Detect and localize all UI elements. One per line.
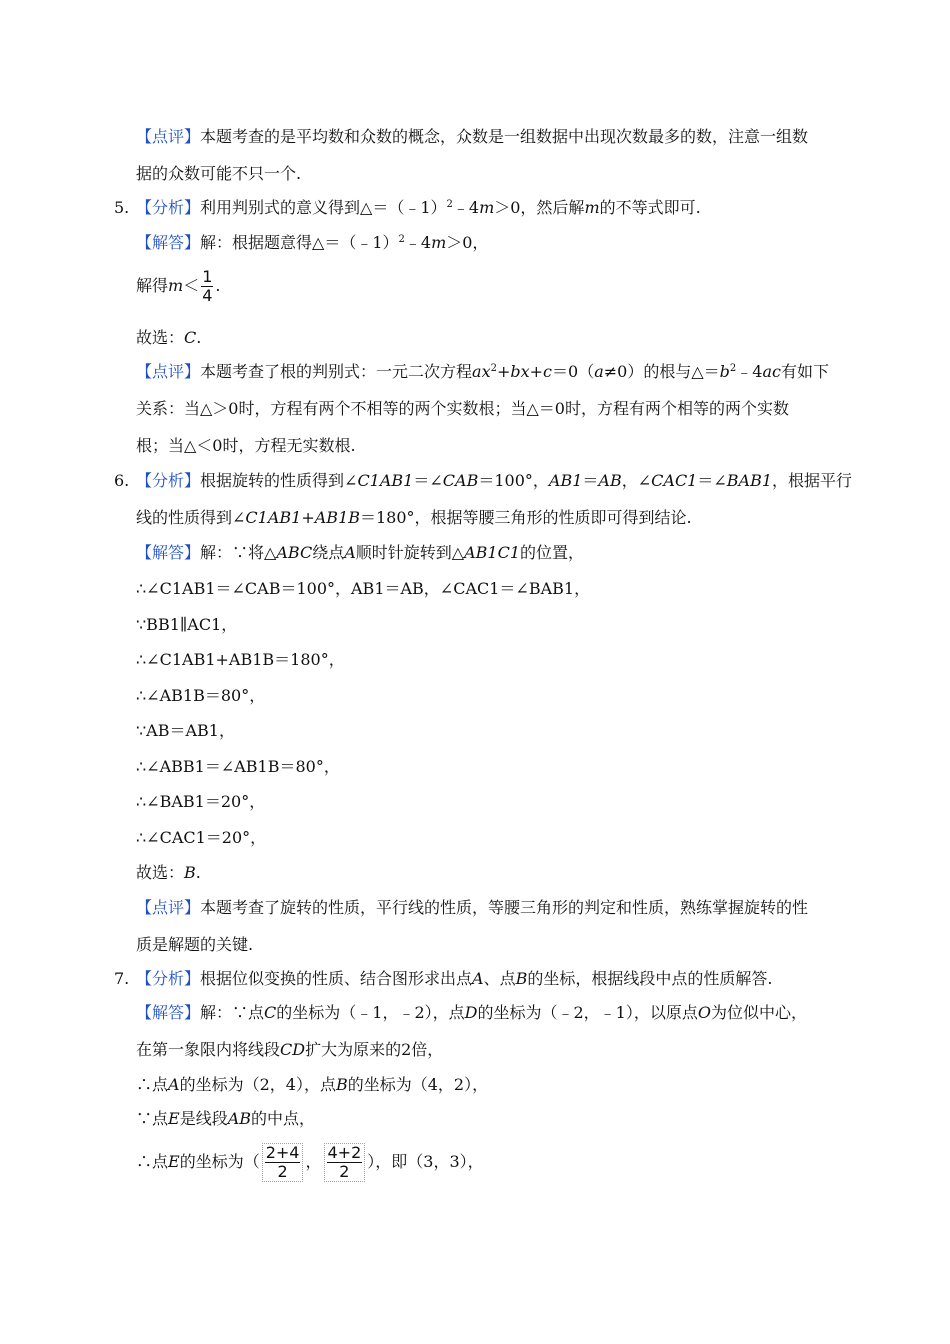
- q6-step-6: ∴∠ABB1＝∠AB1B＝80°，: [136, 757, 340, 776]
- q5-comment-line1: 【点评】本题考查了根的判别式：一元二次方程$ax^2+bx+c=0(a\ne 0)$的根与$\triangle=b^2﹣4ac$有如下: [136, 362, 829, 381]
- q6-step-7: ∴∠BAB1＝20°，: [136, 792, 266, 811]
- q6-step-8: ∴∠CAC1＝20°，: [136, 828, 267, 847]
- q6-comment-line2: 质是解题的关键.: [136, 935, 254, 954]
- q5-comment-line3: 根；当△＜0时，方程无实数根.: [136, 436, 356, 455]
- q7-analysis: 7. 【分析】根据位似变换的性质、结合图形求出点A、点B的坐标，根据线段中点的性质解答.: [114, 969, 773, 988]
- q5-answer: 【解答】解：根据题意得△＝（﹣1）$^2$﹣4m＞0，: [136, 233, 489, 252]
- answer-tag: 【解答】: [136, 233, 201, 252]
- q5-solve: 解得m＜ $\frac{1}{4}$ .: [136, 267, 221, 305]
- analysis-tag: 【分析】: [136, 471, 201, 490]
- q7-answer-line3: ∴点A的坐标为（2，4），点B的坐标为（4，2），: [136, 1075, 489, 1094]
- q4-comment-line1: 【点评】本题考查的是平均数和众数的概念，众数是一组数据中出现次数最多的数，注意一组数: [136, 127, 809, 146]
- q5-analysis: 5. 【分析】利用判别式的意义得到△＝（﹣1）$^2$﹣4m＞0，然后解m的不等式即可.: [114, 198, 701, 217]
- analysis-tag: 【分析】: [136, 198, 201, 217]
- q5-comment-line2: 关系：当△＞0时，方程有两个不相等的两个实数根；当△＝0时，方程有两个相等的两个实数: [136, 399, 789, 418]
- q6-step-1: ∴∠C1AB1＝∠CAB＝100°，AB1＝AB，∠CAC1＝∠BAB1，: [136, 579, 591, 598]
- q7-answer-line1: 【解答】解：∵点C的坐标为（﹣1，﹣2），点D的坐标为（﹣2，﹣1），以原点O为位似中心，: [136, 1003, 807, 1022]
- analysis-tag: 【分析】: [136, 969, 201, 988]
- fraction-midpoint-x: $\frac{2+4}{2}$: [262, 1143, 304, 1182]
- question-number: 7.: [114, 969, 130, 988]
- q6-answer: 【解答】解：∵将△ABC绕点A顺时针旋转到△AB1C1的位置，: [136, 543, 585, 562]
- q6-analysis-line2: 线的性质得到∠C1AB1+AB1B＝180°，根据等腰三角形的性质即可得到结论.: [136, 508, 692, 527]
- question-number: 6.: [114, 471, 130, 490]
- q7-answer-line4: ∵点E是线段AB的中点，: [136, 1109, 316, 1128]
- q6-analysis-line1: 6. 【分析】根据旋转的性质得到∠C1AB1＝∠CAB＝100°，AB1＝AB，∠CAC1＝∠BAB1，根据平行: [114, 471, 853, 490]
- fraction-midpoint-y: $\frac{4+2}{2}$: [324, 1143, 366, 1182]
- q6-step-4: ∴∠AB1B＝80°，: [136, 686, 266, 705]
- q4-comment-line2: 据的众数可能不只一个.: [136, 164, 302, 183]
- q6-step-2: ∵BB1∥AC1，: [136, 615, 238, 634]
- q6-step-5: ∵AB＝AB1，: [136, 721, 235, 740]
- q6-comment-line1: 【点评】本题考查了旋转的性质，平行线的性质，等腰三角形的判定和性质，熟练掌握旋转的性: [136, 898, 809, 917]
- comment-tag: 【点评】: [136, 362, 201, 381]
- comment-tag: 【点评】: [136, 127, 201, 146]
- question-number: 5.: [114, 198, 130, 217]
- q6-step-3: ∴∠C1AB1+AB1B＝180°，: [136, 650, 345, 669]
- q7-answer-line5: ∴点E的坐标为（ $\frac{2+4}{2}$ ， $\frac{4+2}{2}$ ），即（3，3），: [136, 1143, 484, 1181]
- answer-tag: 【解答】: [136, 543, 201, 562]
- q7-answer-line2: 在第一象限内将线段CD扩大为原来的2倍，: [136, 1040, 444, 1059]
- fraction-one-quarter: $\frac{1}{4}$: [202, 267, 213, 305]
- q6-choice: 故选：B.: [136, 863, 201, 882]
- answer-tag: 【解答】: [136, 1003, 201, 1022]
- q5-choice: 故选：C.: [136, 328, 202, 347]
- comment-tag: 【点评】: [136, 898, 201, 917]
